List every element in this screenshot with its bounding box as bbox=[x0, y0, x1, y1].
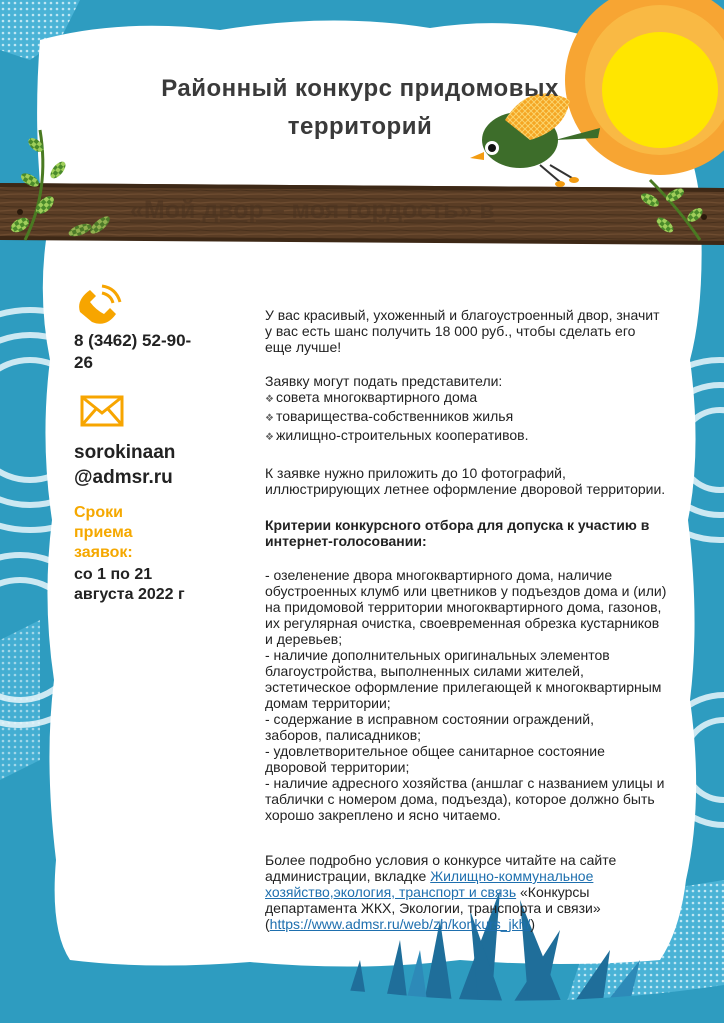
phone-line-1: 8 (3462) 52-90- bbox=[74, 331, 192, 350]
applicant-item: ❖ совета многоквартирного дома bbox=[265, 389, 478, 405]
phone-number bbox=[74, 330, 224, 374]
criteria-line: хорошо закреплено и ясно читаемо. bbox=[265, 807, 501, 823]
email-line-2: @admsr.ru bbox=[74, 467, 173, 488]
applicant-item: ❖ жилищно-строительных кооперативов. bbox=[265, 427, 529, 443]
criteria-line: их регулярная очистка, своевременная обрезка кустарников bbox=[265, 615, 660, 631]
intro-paragraph: У вас красивый, ухоженный и благоустроенный двор, значит у вас есть шанс получить 18 000 руб., чтобы сделать его еще лучше! bbox=[265, 307, 660, 355]
applicant-item: ❖ товарищества-собственников жилья bbox=[265, 408, 514, 424]
deadline-label: Сроки приема заявок: bbox=[74, 504, 133, 561]
criteria-line: благоустройства, выполненных силами жителей, bbox=[265, 663, 584, 679]
applicants-list bbox=[265, 389, 695, 446]
envelope-icon bbox=[80, 395, 124, 427]
criteria-line: эстетическое оформление прилегающей к многоквартирным bbox=[265, 679, 662, 695]
criteria-line: таблички с номером дома, подъезда), которое должно быть bbox=[265, 791, 655, 807]
criteria-list bbox=[265, 567, 695, 823]
deadline-dates: со 1 по 21 августа 2022 г bbox=[74, 566, 185, 603]
criteria-line: - содержание в исправном состоянии ограждений, bbox=[265, 711, 594, 727]
contest-url-link[interactable]: https://www.admsr.ru/web/zh/konkurs_jkh/ bbox=[269, 916, 531, 932]
criteria-line: обустроенных клумб или цветников у подъездов дома и (или) bbox=[265, 583, 667, 599]
applicants-section bbox=[265, 373, 695, 446]
criteria-line: - удовлетворительное общее санитарное состояние bbox=[265, 743, 605, 759]
housing-tab-link-cont[interactable]: хозяйство,экология, транспорт и связь bbox=[265, 884, 517, 900]
photos-paragraph: К заявке нужно приложить до 10 фотографий, иллюстрирующих летнее оформление дворовой территории. bbox=[265, 465, 666, 497]
criteria-line: на придомовой территории многоквартирного дома, газонов, bbox=[265, 599, 662, 615]
title-line-1: Районный конкурс придомовых bbox=[161, 75, 559, 102]
email-address[interactable] bbox=[74, 440, 224, 490]
phone-icon bbox=[76, 282, 124, 326]
criteria-line: - озеленение двора многоквартирного дома, наличие bbox=[265, 567, 613, 583]
housing-tab-link[interactable]: Жилищно-коммунальное bbox=[430, 868, 594, 884]
bullet-icon: ❖ bbox=[265, 432, 274, 443]
bullet-icon: ❖ bbox=[265, 394, 274, 405]
criteria-title: Критерии конкурсного отбора для допуска к участию в интернет-голосовании: bbox=[265, 517, 650, 549]
bullet-icon: ❖ bbox=[265, 413, 274, 424]
more-info-paragraph: Более подробно условия о конкурсе читайте на сайте администрации, вкладке Жилищно-коммунальное хозяйство,экология, транспорт и связь «Конкурсы департамента ЖКХ, Экологии, транспорта и связи» (https://www.admsr.ru/web/zh/konkurs_jkh/) bbox=[265, 852, 617, 932]
email-line-1: sorokinaan bbox=[74, 442, 176, 463]
criteria-line: - наличие дополнительных оригинальных элементов bbox=[265, 647, 610, 663]
criteria-line: заборов, палисадников; bbox=[265, 727, 422, 743]
criteria-line: и деревьев; bbox=[265, 631, 343, 647]
phone-line-2: 26 bbox=[74, 353, 93, 372]
page-title bbox=[110, 70, 610, 146]
criteria-line: домам территории; bbox=[265, 695, 391, 711]
applicants-title: Заявку могут подать представители: bbox=[265, 373, 503, 389]
criteria-line: - наличие адресного хозяйства (аншлаг с названием улицы и bbox=[265, 775, 665, 791]
title-line-2: территорий bbox=[287, 113, 433, 140]
plank-slogan: «Мой двор – моя гордость» в bbox=[130, 196, 495, 224]
criteria-line: дворовой территории; bbox=[265, 759, 410, 775]
